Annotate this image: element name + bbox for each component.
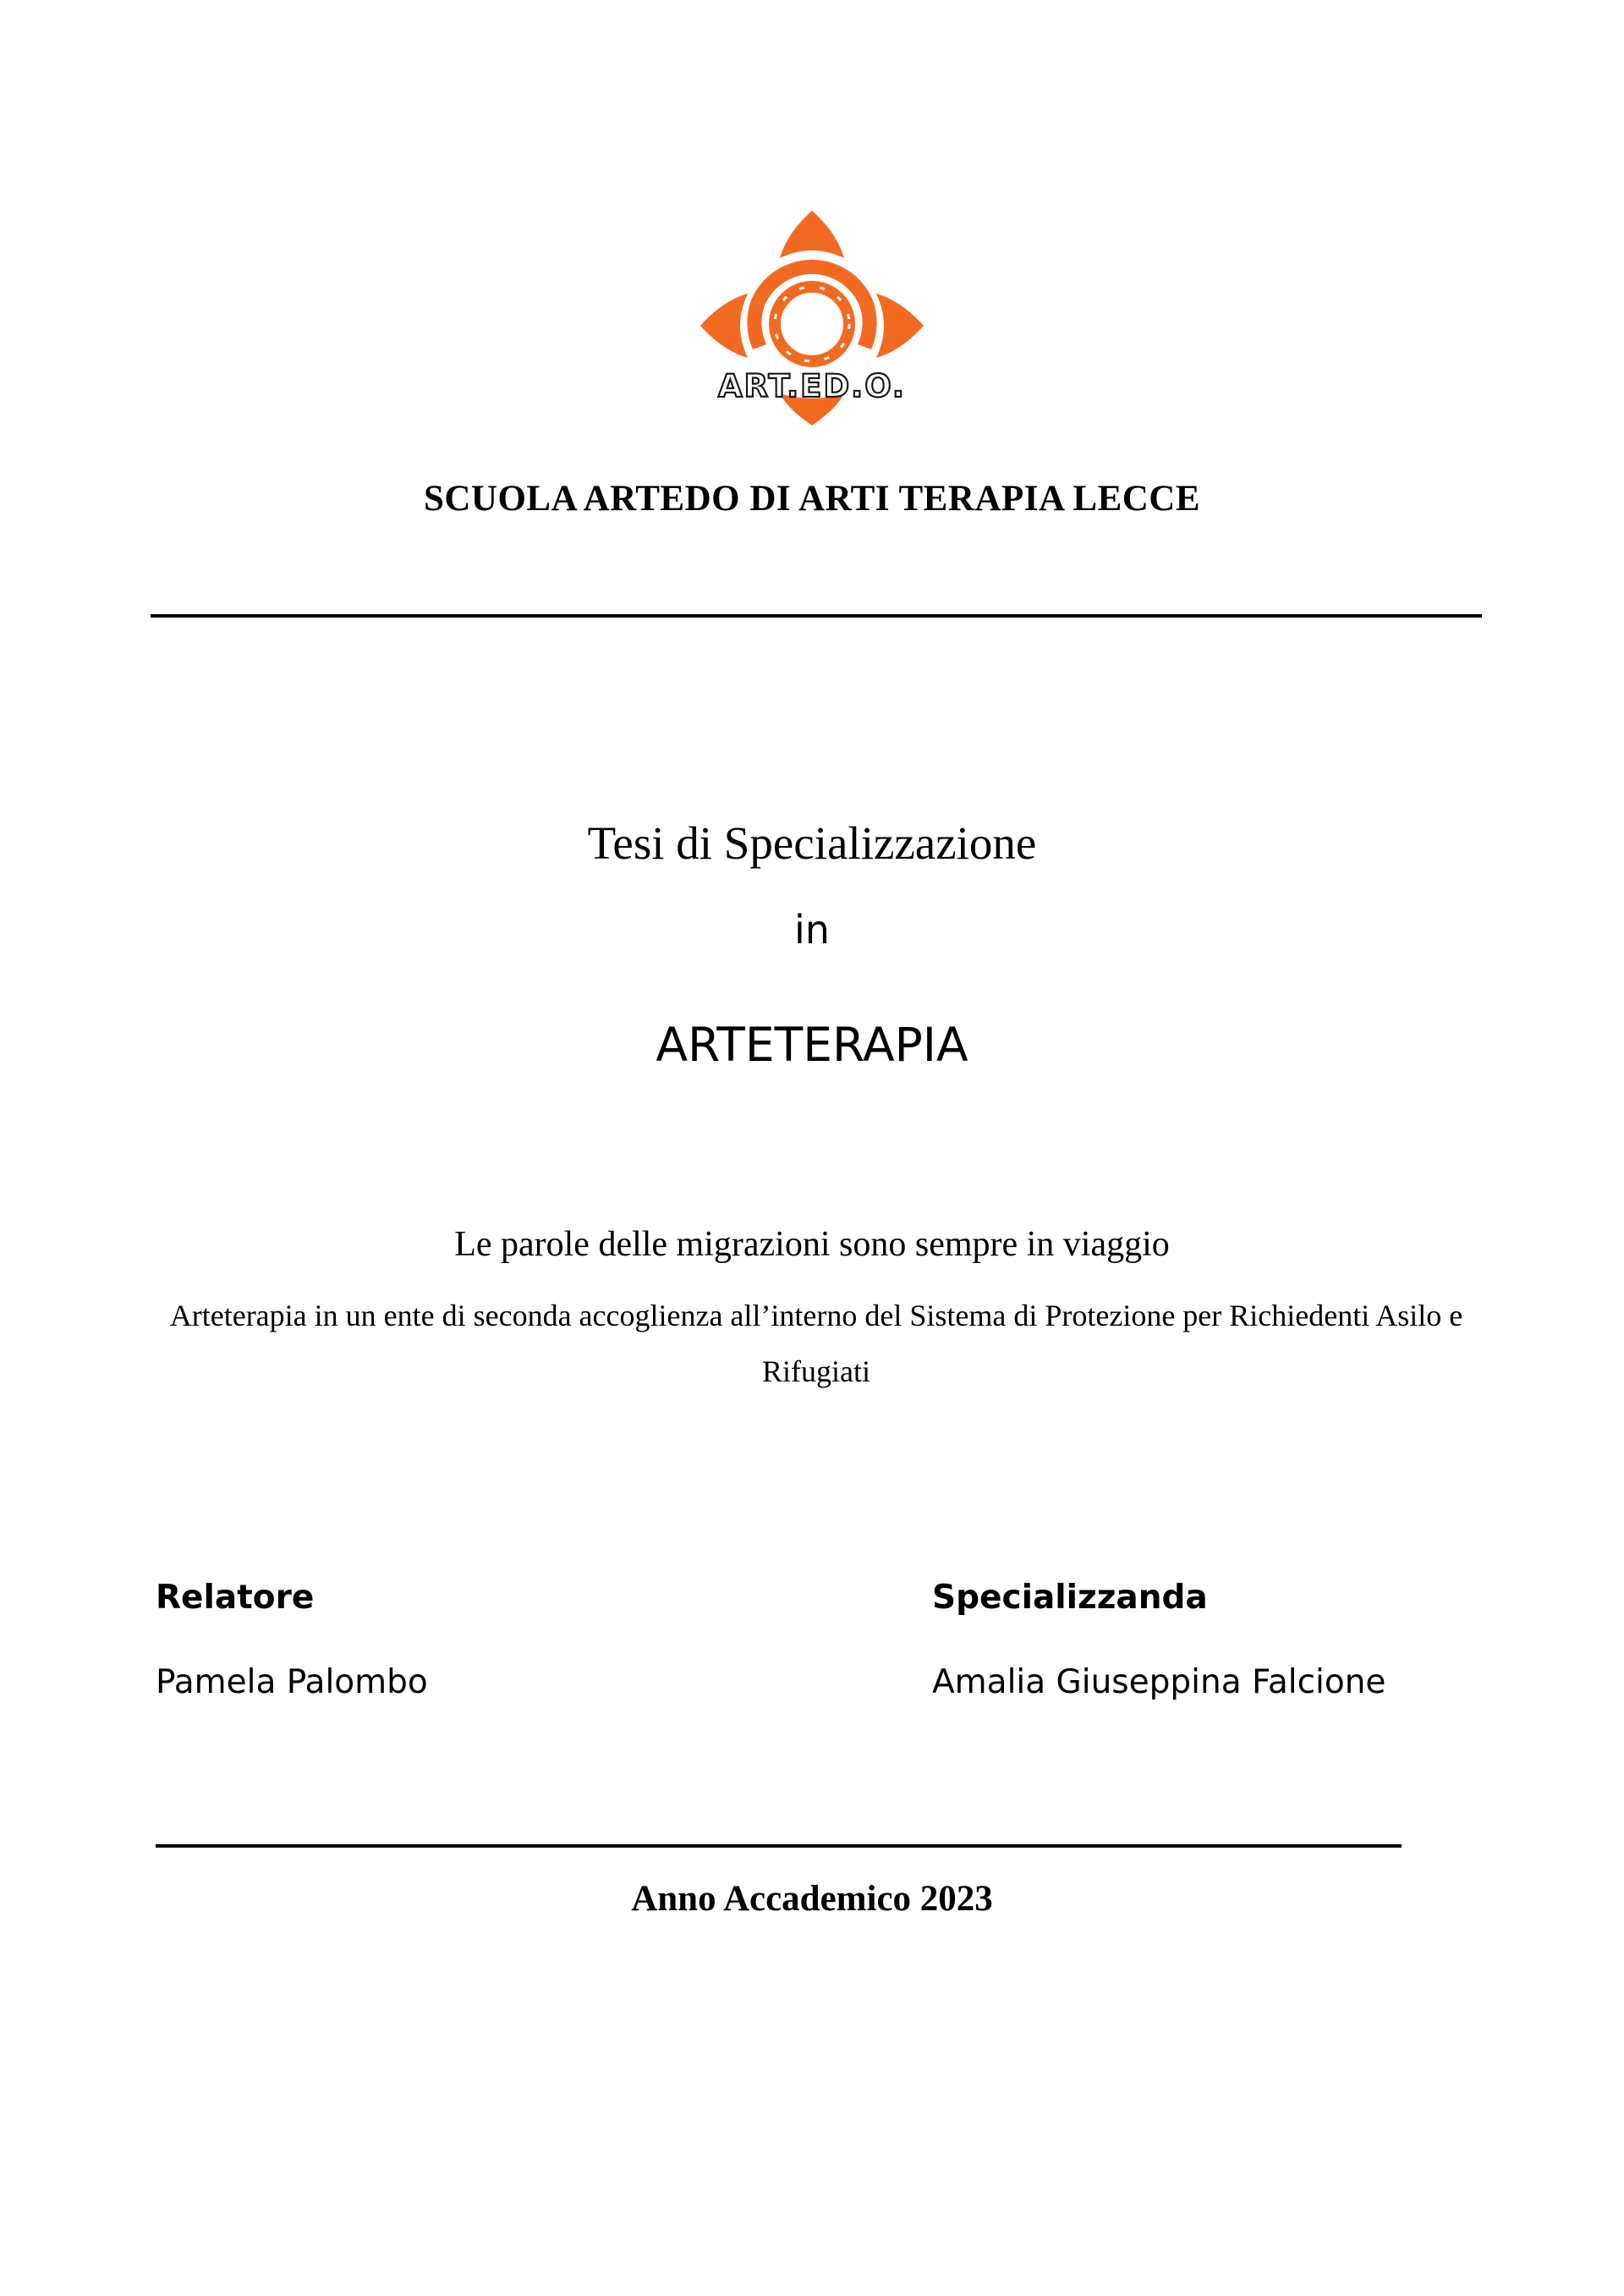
thesis-type: Tesi di Specializzazione <box>587 817 1037 869</box>
relatore-name: Pamela Palombo <box>156 1663 428 1701</box>
relatore-label: Relatore <box>156 1579 315 1617</box>
artedo-logo <box>694 207 930 429</box>
thesis-connector: in <box>794 907 830 953</box>
academic-year: Anno Accademico 2023 <box>631 1879 993 1919</box>
thesis-title: Le parole delle migrazioni sono sempre in viaggio <box>454 1225 1170 1264</box>
thesis-subtitle: Arteterapia in un ente di seconda accoglienza all’interno del Sistema di Protezione per Richiedenti Asilo e Rifugiati <box>169 1299 1463 1388</box>
top-divider <box>151 614 1482 618</box>
artedo-logo-icon <box>694 207 930 429</box>
school-name: SCUOLA ARTEDO DI ARTI TERAPIA LECCE <box>423 479 1201 519</box>
specializzanda-label: Specializzanda <box>932 1579 1208 1617</box>
logo-wordmark: ART.ED.O. <box>718 368 906 404</box>
thesis-discipline: ARTETERAPIA <box>656 1018 968 1072</box>
specializzanda-name: Amalia Giuseppina Falcione <box>932 1663 1386 1701</box>
bottom-divider <box>156 1844 1402 1848</box>
